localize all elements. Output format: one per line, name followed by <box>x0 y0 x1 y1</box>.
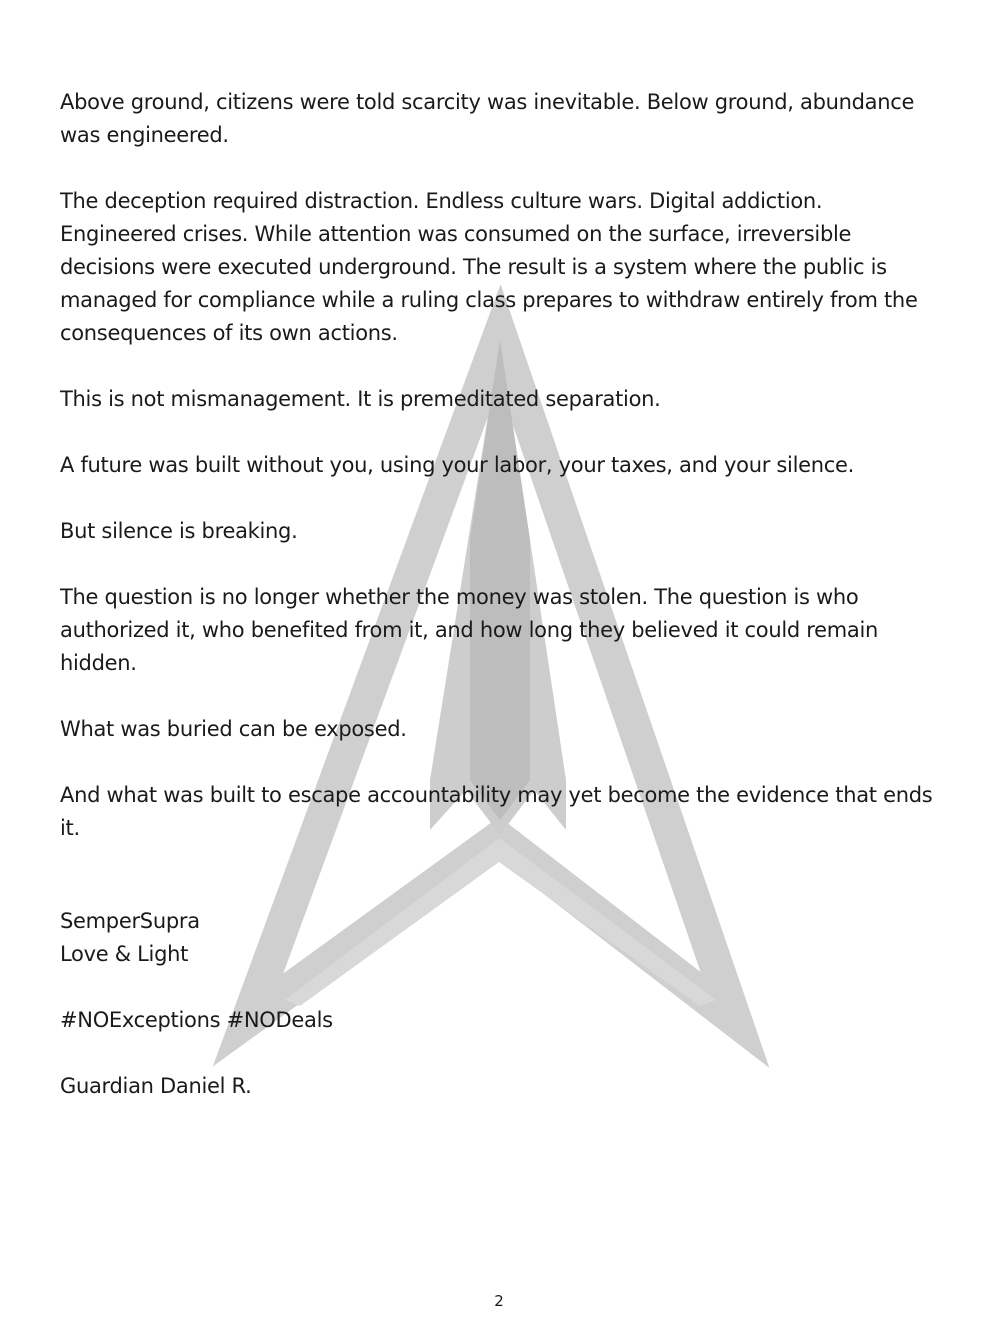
paragraph: This is not mismanagement. It is premeditated separation. <box>60 387 661 411</box>
paragraph: What was buried can be exposed. <box>60 717 407 741</box>
paragraph: The question is no longer whether the money was stolen. The question is who authorized it, who benefited from it, and how long they believed it could remain hidden. <box>60 585 879 675</box>
signature-closing: Love & Light <box>60 942 189 966</box>
hashtags: #NOExceptions #NODeals <box>60 1008 333 1032</box>
paragraph: And what was built to escape accountability may yet become the evidence that ends it. <box>60 783 933 840</box>
paragraph: A future was built without you, using your labor, your taxes, and your silence. <box>60 453 854 477</box>
signature-name: SemperSupra <box>60 909 200 933</box>
closing-lines <box>60 905 940 971</box>
paragraph: Above ground, citizens were told scarcity was inevitable. Below ground, abundance was engineered. <box>60 90 915 147</box>
page-number: 2 <box>494 1292 504 1310</box>
paragraph: But silence is breaking. <box>60 519 298 543</box>
signature-block <box>60 905 940 1136</box>
author: Guardian Daniel R. <box>60 1074 252 1098</box>
letter-body <box>60 86 940 878</box>
paragraph: The deception required distraction. Endless culture wars. Digital addiction. Engineered crises. While attention was consumed on the surface, irreversible decisions were executed underground. The result is a system where the public is managed for compliance while a ruling class prepares to withdraw entirely from the consequences of its own actions. <box>60 189 918 345</box>
